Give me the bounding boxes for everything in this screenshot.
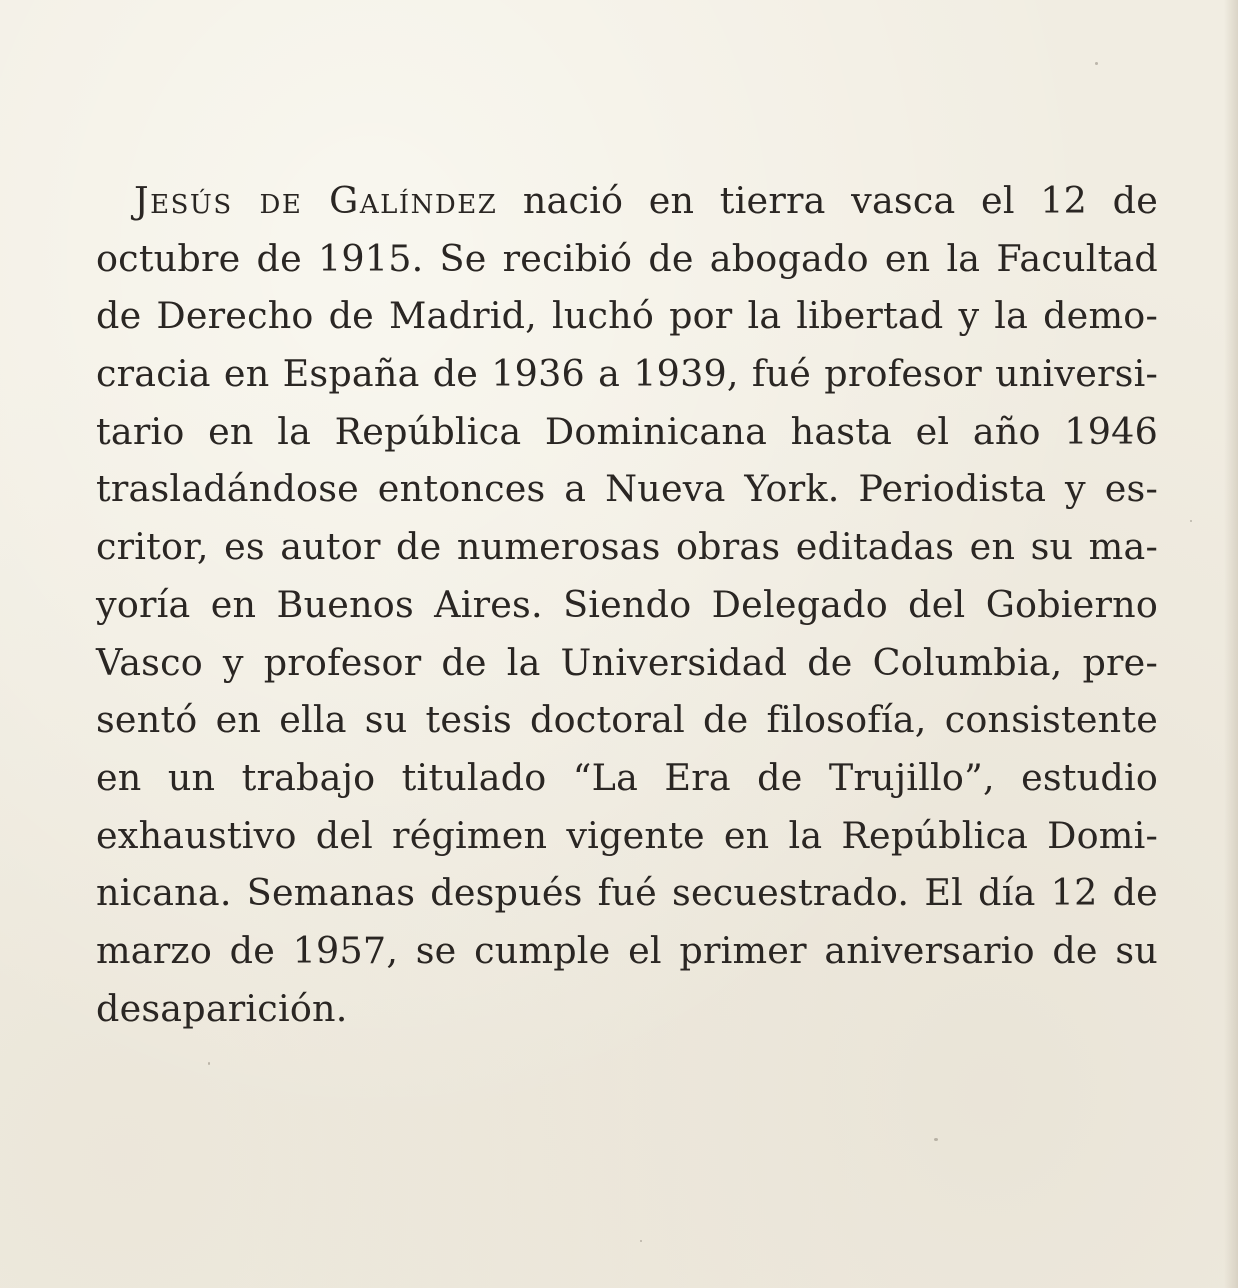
text-line-7: critor, es autor de numerosas obras editadas en su ma- — [96, 525, 1158, 569]
text-line-2: octubre de 1915. Se recibió de abogado en la Facultad — [96, 236, 1158, 280]
text-line-12: exhaustivo del régimen vigente en la República Domi- — [96, 813, 1158, 857]
paper-speck — [1095, 62, 1098, 65]
page-edge-shadow — [1224, 0, 1238, 1288]
text-line-13: nicana. Semanas después fué secuestrado. El día 12 de — [96, 871, 1158, 915]
text-line-5: tario en la República Dominicana hasta el año 1946 — [96, 409, 1158, 453]
text-line-11: en un trabajo titulado “La Era de Trujillo”, estudio — [96, 755, 1158, 799]
text-line-8: yoría en Buenos Aires. Siendo Delegado del Gobierno — [96, 582, 1158, 626]
text-line-10: sentó en ella su tesis doctoral de filosofía, consistente — [96, 698, 1158, 742]
author-name: Jesús de Galíndez — [134, 179, 498, 222]
text-line-3: de Derecho de Madrid, luchó por la libertad y la demo- — [96, 294, 1158, 338]
text-line-9: Vasco y profesor de la Universidad de Columbia, pre- — [96, 640, 1158, 684]
paper-speck — [640, 1240, 642, 1242]
text-line-6: trasladándose entonces a Nueva York. Periodista y es- — [96, 467, 1158, 511]
text-line-15: desaparición. — [96, 986, 348, 1030]
text-line-1: Jesús de Galíndez nació en tierra vasca el 12 de — [134, 179, 1158, 222]
paper-speck — [1190, 520, 1192, 522]
paper-speck — [208, 1062, 210, 1065]
paper-speck — [934, 1138, 938, 1141]
text-line-4: cracia en España de 1936 a 1939, fué profesor universi- — [96, 352, 1158, 396]
text-line-14: marzo de 1957, se cumple el primer aniversario de su — [96, 928, 1158, 972]
biography-paragraph — [96, 172, 1158, 1037]
